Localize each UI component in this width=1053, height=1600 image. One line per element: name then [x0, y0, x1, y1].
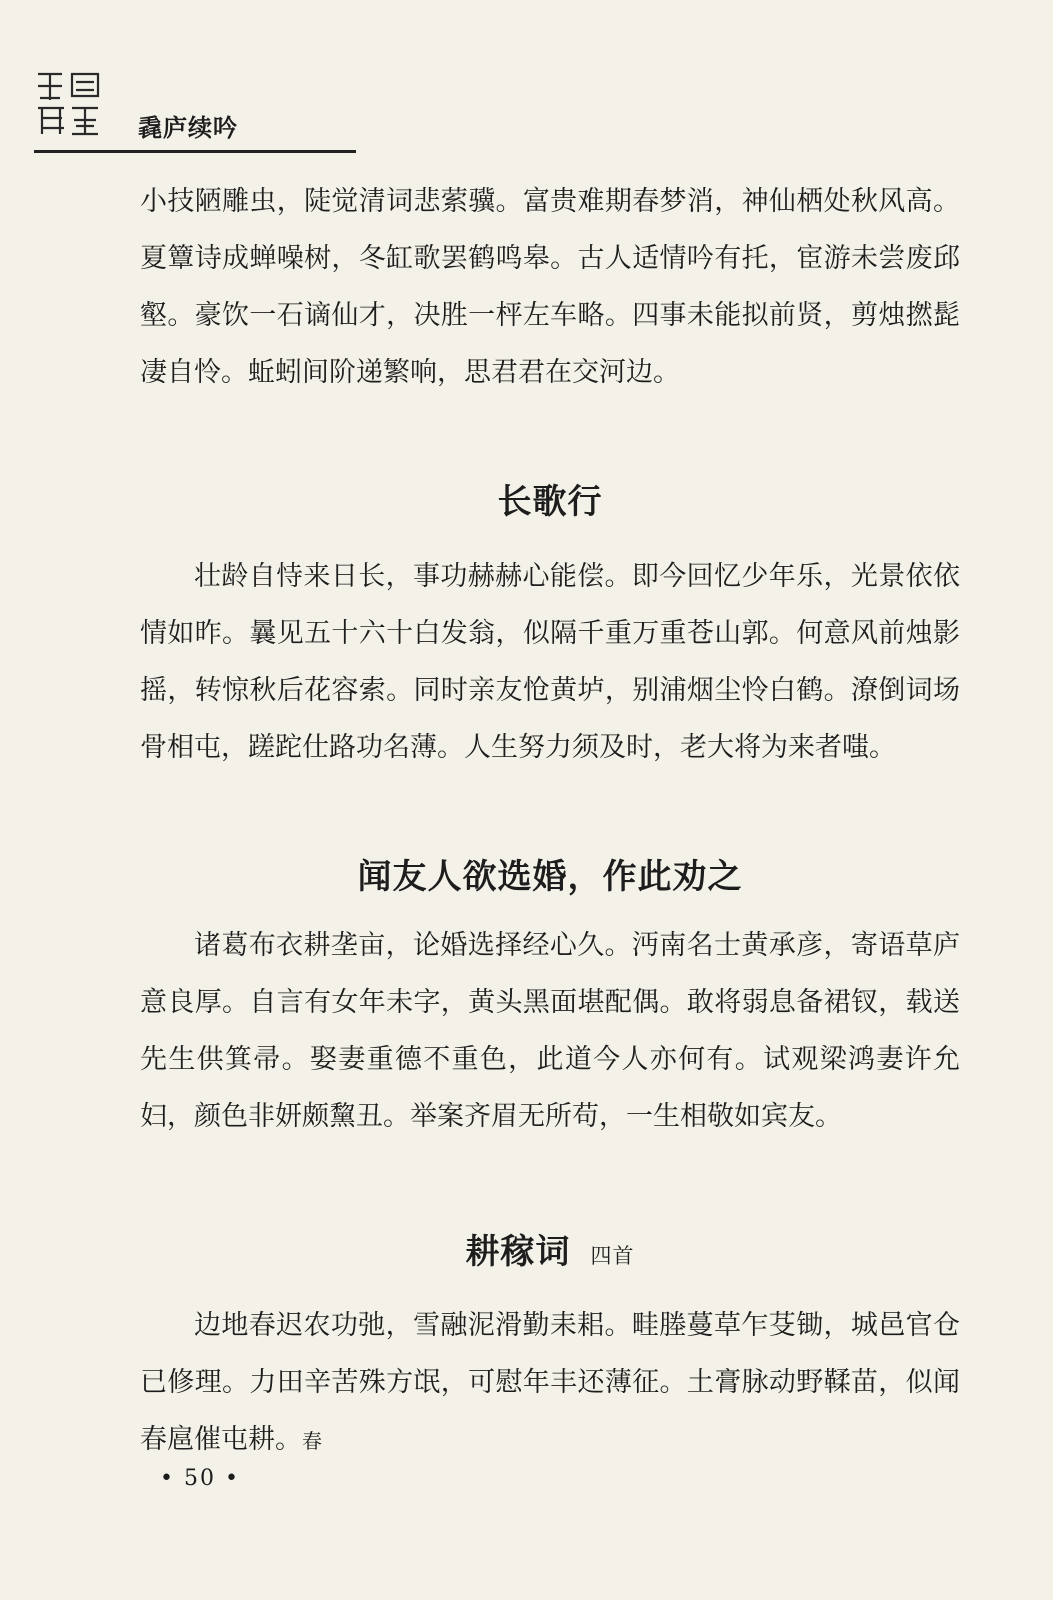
poem-title-chang-ge-xing: 长歌行 [497, 482, 603, 522]
poem-count-note: 四首 [590, 1244, 635, 1268]
poem-body: 边地春迟农功弛，雪融泥滑勤耒耜。畦塍蔓草乍芟锄，城邑官仓已修理。力田辛苦殊方氓，可慰年丰还薄征。土膏脉动野鞣苗，似闻春扈催屯耕。 [140, 1310, 960, 1455]
seal-stamp-icon [32, 68, 104, 140]
page-number: • 50 • [160, 1466, 240, 1491]
poem-title-text: 耕稼词 [465, 1232, 571, 1272]
poem-text-chang-ge-xing: 壮龄自恃来日长，事功赫赫心能偿。即今回忆少年乐，光景依依情如昨。曩见五十六十白发翁，似隔千重万重苍山郭。何意风前烛影摇，转惊秋后花容索。同时亲友怆黄垆，别浦烟尘怜白鹤。潦倒词场骨相屯，蹉跎仕路功名薄。人生努力须及时，老大将为来者嗤。 [140, 561, 960, 763]
poem-continuation-text: 小技陋雕虫，陡觉清词悲萦骥。富贵难期春梦消，神仙栖处秋风高。夏簟诗成蝉噪树，冬缸歌罢鹤鸣皋。古人适情吟有托，宦游未尝废邱壑。豪饮一石谪仙才，决胜一枰左车略。四事未能拟前贤，剪烛撚髭凄自怜。蚯蚓间阶递繁响，思君君在交河边。 [140, 186, 960, 388]
poem-title-marriage-advice: 闻友人欲选婚，作此劝之 [357, 857, 743, 897]
header-rule [34, 150, 356, 153]
poem-text-marriage-advice: 诸葛布衣耕垄亩，论婚选择经心久。沔南名士黄承彦，寄语草庐意良厚。自言有女年未字，黄头黑面堪配偶。敢将弱息备裙钗，载送先生供箕帚。娶妻重德不重色，此道今人亦何有。试观梁鸿妻许允妇，颜色非妍颇黧丑。举案齐眉无所苟，一生相敬如宾友。 [140, 930, 960, 1132]
poem-title-geng-jia-ci [140, 1224, 960, 1273]
running-title: 毳庐续吟 [138, 114, 238, 142]
poem-season-note: 春 [302, 1429, 322, 1453]
poem-text-geng-jia-ci [140, 1297, 960, 1470]
